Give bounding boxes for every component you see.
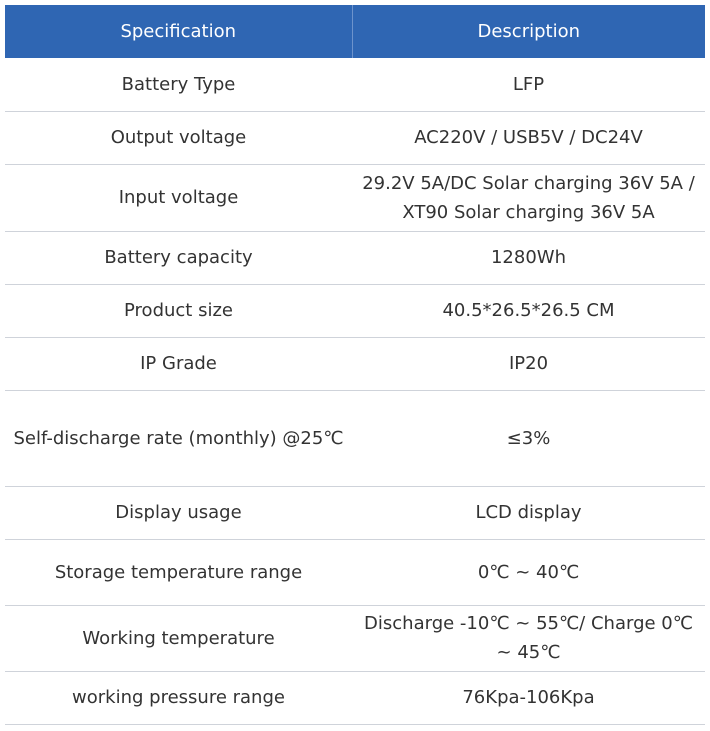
header-specification: Specification bbox=[5, 5, 352, 58]
spec-table-container bbox=[5, 5, 705, 725]
desc-cell: 1280Wh bbox=[352, 231, 705, 284]
spec-cell: Output voltage bbox=[5, 111, 352, 164]
spec-cell: Self-discharge rate (monthly) @25℃ bbox=[5, 390, 352, 486]
specification-table bbox=[5, 5, 705, 725]
table-row bbox=[5, 231, 705, 284]
table-row bbox=[5, 539, 705, 605]
desc-cell: 40.5*26.5*26.5 CM bbox=[352, 284, 705, 337]
table-row bbox=[5, 111, 705, 164]
header-description: Description bbox=[352, 5, 705, 58]
spec-cell: Battery capacity bbox=[5, 231, 352, 284]
spec-cell: Product size bbox=[5, 284, 352, 337]
desc-cell: ≤3% bbox=[352, 390, 705, 486]
table-row bbox=[5, 486, 705, 539]
spec-cell: Battery Type bbox=[5, 58, 352, 111]
spec-cell: Display usage bbox=[5, 486, 352, 539]
spec-cell: Storage temperature range bbox=[5, 539, 352, 605]
table-row bbox=[5, 58, 705, 111]
desc-cell: IP20 bbox=[352, 337, 705, 390]
table-row bbox=[5, 605, 705, 671]
table-row bbox=[5, 164, 705, 231]
desc-cell: 0℃ ~ 40℃ bbox=[352, 539, 705, 605]
desc-cell: LFP bbox=[352, 58, 705, 111]
table-row bbox=[5, 671, 705, 724]
spec-cell: Working temperature bbox=[5, 605, 352, 671]
desc-cell: AC220V / USB5V / DC24V bbox=[352, 111, 705, 164]
desc-cell: 29.2V 5A/DC Solar charging 36V 5A / XT90 Solar charging 36V 5A bbox=[352, 164, 705, 231]
spec-cell: working pressure range bbox=[5, 671, 352, 724]
spec-cell: IP Grade bbox=[5, 337, 352, 390]
table-row bbox=[5, 284, 705, 337]
table-row bbox=[5, 337, 705, 390]
desc-cell: LCD display bbox=[352, 486, 705, 539]
spec-cell: Input voltage bbox=[5, 164, 352, 231]
desc-cell: Discharge -10℃ ~ 55℃/ Charge 0℃ ~ 45℃ bbox=[352, 605, 705, 671]
table-header-row bbox=[5, 5, 705, 58]
desc-cell: 76Kpa-106Kpa bbox=[352, 671, 705, 724]
table-row bbox=[5, 390, 705, 486]
